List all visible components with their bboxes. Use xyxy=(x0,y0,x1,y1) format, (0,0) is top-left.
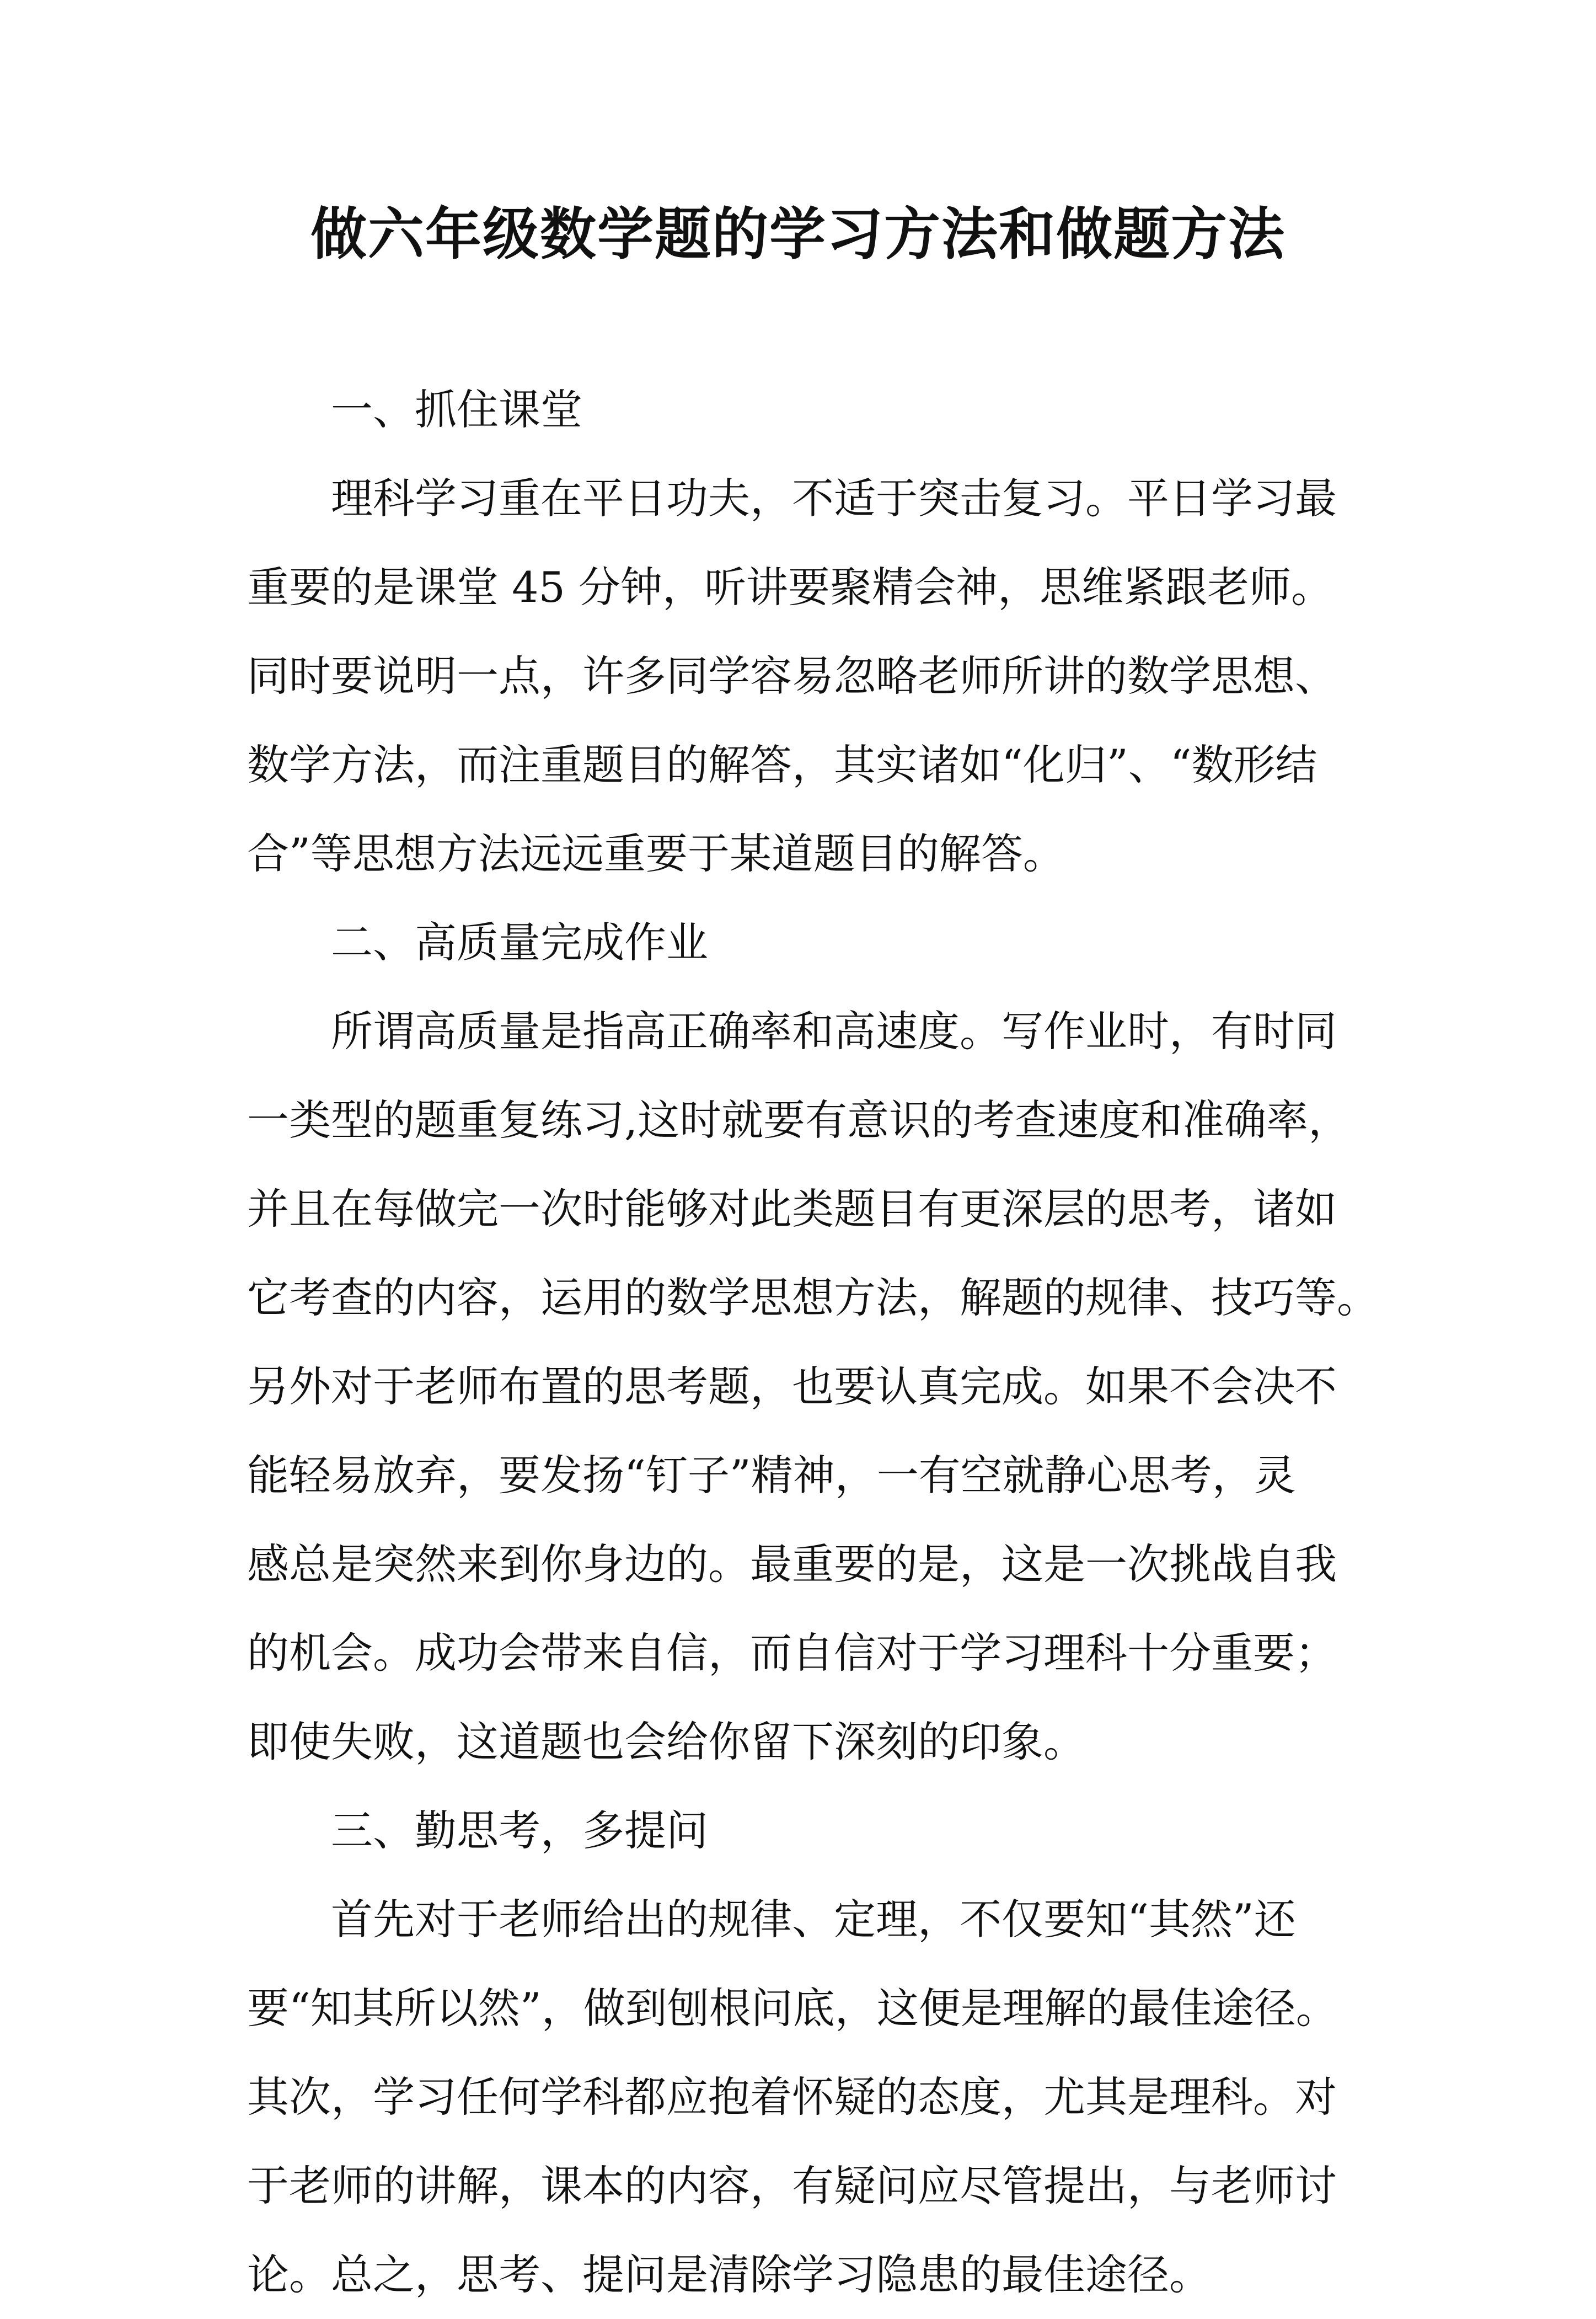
document-body xyxy=(247,365,1405,2319)
paragraph-line: 一类型的题重复练习,这时就要有意识的考查速度和准确率， xyxy=(247,1096,1351,1145)
section-heading-3: 三、勤思考，多提问 xyxy=(331,1806,708,1855)
paragraph-line: 的机会。成功会带来自信，而自信对于学习理科十分重要； xyxy=(247,1628,1337,1677)
paragraph-line: 另外对于老师布置的思考题，也要认真完成。如果不会决不 xyxy=(247,1362,1337,1411)
paragraph-line: 能轻易放弃，要发扬“钉子”精神，一有空就静心思考，灵 xyxy=(247,1451,1296,1500)
paragraph-line: 理科学习重在平日功夫，不适于突击复习。平日学习最 xyxy=(331,474,1337,523)
section-heading-1: 一、抓住课堂 xyxy=(331,385,582,434)
paragraph-line: 即使失败，这道题也会给你留下深刻的印象。 xyxy=(247,1717,1085,1766)
paragraph-line: 数学方法，而注重题目的解答，其实诸如“化归”、“数形结 xyxy=(247,740,1317,789)
paragraph-line: 同时要说明一点，许多同学容易忽略老师所讲的数学思想、 xyxy=(247,651,1337,701)
paragraph-line: 论。总之，思考、提问是清除学习隐患的最佳途径。 xyxy=(247,2250,1211,2299)
paragraph-line: 感总是突然来到你身边的。最重要的是，这是一次挑战自我 xyxy=(247,1540,1337,1589)
paragraph-line: 它考查的内容，运用的数学思想方法，解题的规律、技巧等。 xyxy=(247,1273,1379,1322)
paragraph-line: 要“知其所以然”，做到刨根问底，这便是理解的最佳途径。 xyxy=(247,1984,1338,2033)
paragraph-line: 重要的是课堂 45 分钟，听讲要聚精会神，思维紧跟老师。 xyxy=(247,563,1333,612)
paragraph-line: 其次，学习任何学科都应抱着怀疑的态度，尤其是理科。对 xyxy=(247,2072,1337,2122)
document-title: 做六年级数学题的学习方法和做题方法 xyxy=(310,201,1286,268)
paragraph-line: 于老师的讲解，课本的内容，有疑问应尽管提出，与老师讨 xyxy=(247,2161,1337,2210)
paragraph-line: 首先对于老师给出的规律、定理，不仅要知“其然”还 xyxy=(331,1895,1296,1944)
paragraph-line: 合”等思想方法远远重要于某道题目的解答。 xyxy=(247,829,1065,878)
paragraph-line: 所谓高质量是指高正确率和高速度。写作业时，有时同 xyxy=(331,1007,1337,1056)
section-heading-2: 二、高质量完成作业 xyxy=(331,918,708,967)
paragraph-line: 并且在每做完一次时能够对此类题目有更深层的思考，诸如 xyxy=(247,1184,1337,1233)
